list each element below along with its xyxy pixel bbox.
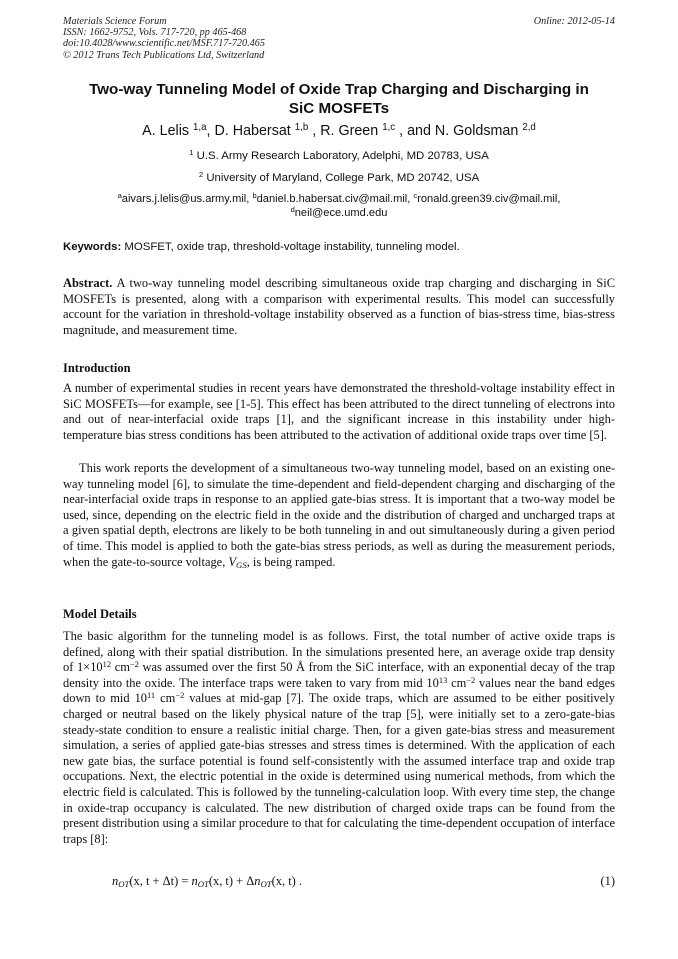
email-link[interactable]: neil@ece.umd.edu [294,207,388,219]
abstract [63,276,615,338]
introduction-paragraph-1: A number of experimental studies in recent years have demonstrated the threshold-voltage instability effect in SiC MOSFETs—for example, see [1-5]. This effect has been attributed to the direct tunneling of electrons into and out of near-interfacial oxide traps [1], and the significant increase in this instability under high-temperature bias stress conditions has been attributed to the activation of additional oxide traps over time [5]. [63,381,615,442]
author-name: A. Lelis [142,123,190,139]
journal-name: Materials Science Forum [63,16,167,27]
email-link[interactable]: ronald.green39.civ@mail.mil, [417,193,561,205]
affiliation-1 [63,149,615,163]
copyright-line: © 2012 Trans Tech Publications Ltd, Switzerland [63,49,265,61]
keywords-label: Keywords: [63,241,122,253]
affiliation-text: U.S. Army Research Laboratory, Adelphi, MD 20783, USA [196,150,489,162]
affiliation-text: University of Maryland, College Park, MD 20742, USA [206,172,480,184]
journal-header [63,16,615,61]
title-line-2: SiC MOSFETs [288,100,390,117]
paragraph-text: , is being ramped. [246,554,336,569]
email-link[interactable]: aivars.j.lelis@us.army.mil, [121,193,253,205]
affiliation-mark: 2 [198,170,204,180]
email-link[interactable]: daniel.b.habersat.civ@mail.mil, [256,193,414,205]
author-list [63,122,615,140]
email-mark: c [413,191,418,201]
keywords-text: MOSFET, oxide trap, threshold-voltage instability, tunneling model. [121,241,460,253]
author-separator: , and [395,123,435,139]
email-mark: a [117,191,122,201]
paper-title [63,80,615,118]
equation-expression: $n_{OT}(x$, $t + \Delta t) = n_{OT}(x$, $t) + \Delta n_{OT}(x$, t) . [112,874,303,890]
introduction-paragraph-2 [63,461,615,570]
email-list [63,192,615,220]
author-name: D. Habersat [214,123,291,139]
model-details-paragraph: The basic algorithm for the tunneling model is as follows. First, the total number of active oxide traps is defined, along with their spatial distribution. In the simulations presented here, an average oxide trap density of $1\times 10^{12}$ $cm^{-2}$ was assumed over the first 50 Å from the SiC interface, with an exponential decay of the trap density into the oxide. The interface traps were taken to vary from mid $10^{13}$ $cm^{-2}$ values near the band edges down to mid $10^{11}$ $cm^{-2}$ values at mid-gap [7]. The oxide traps, which are assumed to be either positively charged or neutral based on the likely physical nature of the trap [5], were initially set to a zero-gate-bias steady-state condition to ensure a realistic initial charge. Then, for a given gate-bias stress and measurement simulation, a series of applied gate-bias stresses and stress times is determined. With the application of each new gate bias, the surface potential is found self-consistently with the assumed interface trap and oxide trap occupations. Next, the electric potential in the oxide is determined using numerical methods, from which the electric field is calculated. This is followed by the tunneling-calculation loop. With every time step, the change in oxide-trap occupancy is calculated. The new distribution of charged oxide traps can be found from the present distribution using a similar procedure to that for calculating the time-dependent occupation of interface traps [8]: [63,629,615,846]
affiliation-mark: 1 [189,148,194,158]
author-affiliation-mark: 1,b [294,122,309,134]
email-mark: d [290,205,295,215]
author-name: N. Goldsman [434,123,519,139]
introduction-heading: Introduction [63,361,131,375]
online-date: Online: 2012-05-14 [533,16,615,27]
author-separator: , [206,123,215,139]
author-separator: , [308,123,321,139]
affiliation-2 [63,171,615,185]
keywords [63,240,615,254]
email-mark: b [252,191,257,201]
equation-1 [112,874,615,892]
vgs-symbol: $V_{GS}$ [228,554,247,570]
abstract-text: A two-way tunneling model describing simultaneous oxide trap charging and discharging in SiC MOSFETs is presented, along with a comparison with experimental results. This model can successfully account for the variation in threshold-voltage instability observed as a function of bias-stress time, bias-stress magnitude, and measurement time. [63,276,615,337]
author-affiliation-mark: 1,a [193,122,207,134]
abstract-label: Abstract. [63,276,113,290]
email-line-2 [63,206,615,220]
title-line-1: Two-way Tunneling Model of Oxide Trap Charging and Discharging in [89,81,589,98]
author-name: R. Green [320,123,379,139]
email-line-1 [63,192,615,206]
doi-line: doi:10.4028/www.scientific.net/MSF.717-720.465 [63,38,265,50]
paragraph-text: This work reports the development of a simultaneous two-way tunneling model, based on an existing one-way tunneling model [6], to simulate the time-dependent and field-dependent charging and discharging of the near-interfacial oxide traps in response to an applied gate-bias stress. It is important that a two-way model be used, since, depending on the electric field in the oxide and the distribution of charged and uncharged traps at a given spatial depth, electrons are likely to be both tunneling in and out simultaneously during a given period of time. This model is applied to both the gate-bias stress periods, as well as during the measurement periods, when the gate-to-source voltage, [63,461,615,569]
author-affiliation-mark: 1,c [382,122,396,134]
equation-number: (1) [600,874,615,888]
model-details-heading: Model Details [63,607,137,621]
author-affiliation-mark: 2,d [522,122,536,134]
issn-line: ISSN: 1662-9752, Vols. 717-720, pp 465-468 [63,27,247,39]
